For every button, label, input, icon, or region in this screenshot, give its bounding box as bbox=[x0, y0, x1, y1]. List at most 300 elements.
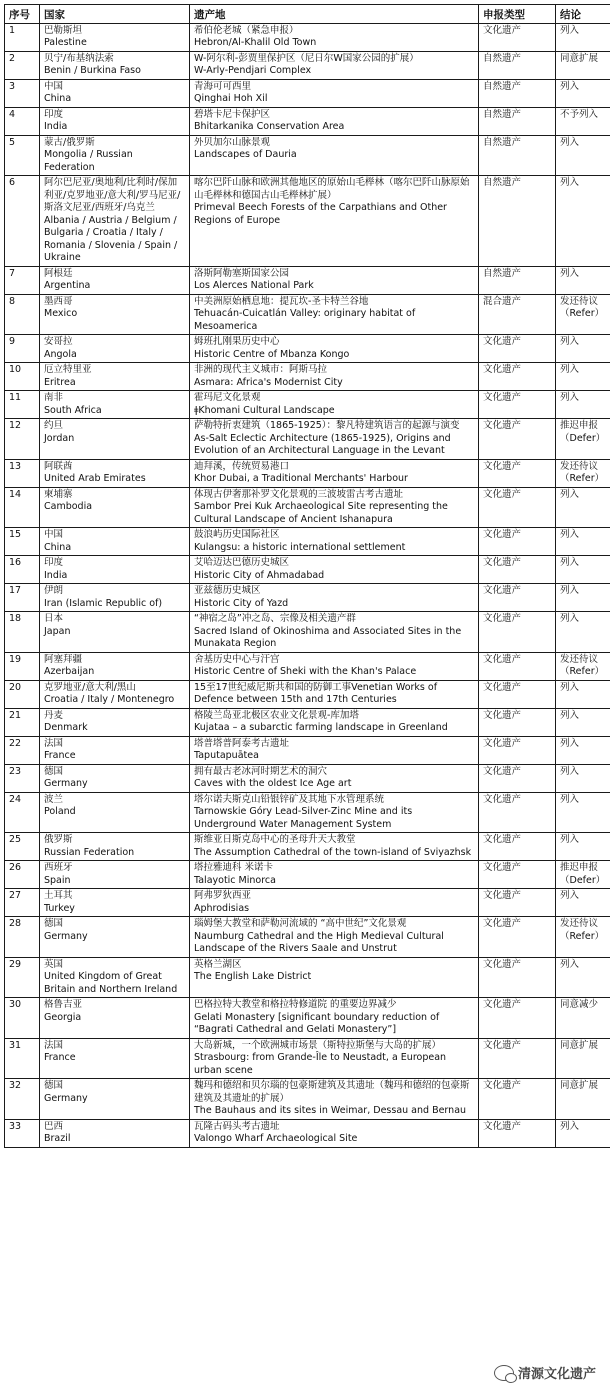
row-number: 16 bbox=[9, 557, 22, 568]
cell-country bbox=[40, 1079, 190, 1120]
cell-country bbox=[40, 833, 190, 861]
country-name-en: Mongolia / Russian Federation bbox=[44, 149, 133, 173]
site-name-en: Tarnowskie Góry Lead-Silver-Zinc Mine and its Underground Water Management System bbox=[194, 806, 413, 830]
result-status: 列入 bbox=[560, 1120, 580, 1132]
table-row bbox=[5, 51, 610, 79]
cell-site bbox=[190, 51, 479, 79]
row-number: 28 bbox=[9, 918, 22, 929]
site-name-zh: 阿弗罗狄西亚 bbox=[194, 890, 252, 901]
cell-country bbox=[40, 612, 190, 653]
row-number: 9 bbox=[9, 336, 16, 347]
result-status: 列入 bbox=[560, 336, 580, 347]
cell-type bbox=[479, 998, 556, 1039]
cell-result bbox=[556, 957, 610, 998]
cell-type bbox=[479, 176, 556, 267]
site-name-zh: 碧塔卡尼卡保护区 bbox=[194, 108, 271, 120]
cell-result bbox=[556, 1038, 610, 1079]
result-status: 列入 bbox=[560, 136, 580, 148]
row-number: 13 bbox=[9, 460, 22, 472]
cell-site bbox=[190, 584, 479, 612]
heritage-type: 自然遗产 bbox=[483, 52, 522, 64]
heritage-type: 文化遗产 bbox=[483, 460, 522, 472]
heritage-type: 文化遗产 bbox=[483, 999, 522, 1010]
table-row bbox=[5, 1038, 610, 1079]
site-name-zh: 喀尔巴阡山脉和欧洲其他地区的原始山毛榉林（喀尔巴阡山脉原始山毛榉林和德国古山毛榉林扩展） bbox=[194, 177, 470, 201]
result-status: 列入 bbox=[560, 834, 580, 845]
cell-no bbox=[5, 764, 40, 792]
cell-country bbox=[40, 176, 190, 267]
result-status: 列入 bbox=[560, 557, 580, 568]
country-name-zh: 印度 bbox=[44, 557, 64, 568]
heritage-type: 自然遗产 bbox=[483, 80, 522, 92]
country-name-en: Japan bbox=[44, 625, 71, 637]
cell-no bbox=[5, 556, 40, 584]
cell-no bbox=[5, 294, 40, 335]
cell-country bbox=[40, 736, 190, 764]
site-name-en: The English Lake District bbox=[194, 971, 312, 982]
heritage-type: 文化遗产 bbox=[483, 420, 522, 431]
country-name-zh: 蒙古/俄罗斯 bbox=[44, 136, 95, 148]
cell-no bbox=[5, 736, 40, 764]
row-number: 8 bbox=[9, 295, 16, 307]
site-name-en: W-Arly-Pendjari Complex bbox=[194, 65, 312, 76]
country-name-en: Angola bbox=[44, 348, 77, 360]
country-name-en: Denmark bbox=[44, 722, 88, 733]
result-status: 列入 bbox=[560, 488, 580, 500]
cell-result bbox=[556, 23, 610, 51]
cell-no bbox=[5, 107, 40, 135]
cell-no bbox=[5, 957, 40, 998]
site-name-en: Hebron/Al-Khalil Old Town bbox=[194, 37, 317, 48]
country-name-en: South Africa bbox=[44, 404, 102, 416]
cell-country bbox=[40, 107, 190, 135]
cell-site bbox=[190, 107, 479, 135]
cell-country bbox=[40, 335, 190, 363]
heritage-type: 文化遗产 bbox=[483, 1080, 522, 1091]
cell-type bbox=[479, 107, 556, 135]
country-name-en: France bbox=[44, 1052, 76, 1063]
table-row bbox=[5, 1079, 610, 1120]
cell-no bbox=[5, 833, 40, 861]
cell-no bbox=[5, 861, 40, 889]
cell-no bbox=[5, 792, 40, 833]
cell-result bbox=[556, 1079, 610, 1120]
country-name-en: Argentina bbox=[44, 280, 91, 291]
site-name-en: Strasbourg: from Grande-Île to Neustadt, a European urban scene bbox=[194, 1052, 447, 1076]
heritage-type: 文化遗产 bbox=[483, 765, 522, 777]
table-row bbox=[5, 957, 610, 998]
cell-type bbox=[479, 736, 556, 764]
site-name-en: Historic City of Yazd bbox=[194, 597, 289, 609]
cell-type bbox=[479, 363, 556, 391]
cell-type bbox=[479, 556, 556, 584]
cell-site bbox=[190, 652, 479, 680]
cell-result bbox=[556, 419, 610, 460]
table-row bbox=[5, 736, 610, 764]
row-number: 21 bbox=[9, 709, 22, 721]
cell-type bbox=[479, 51, 556, 79]
cell-no bbox=[5, 708, 40, 736]
table-row bbox=[5, 363, 610, 391]
cell-site bbox=[190, 764, 479, 792]
cell-result bbox=[556, 135, 610, 176]
country-name-zh: 格鲁吉亚 bbox=[44, 999, 83, 1010]
cell-country bbox=[40, 391, 190, 419]
table-row bbox=[5, 612, 610, 653]
cell-site bbox=[190, 1079, 479, 1120]
row-number: 7 bbox=[9, 267, 16, 279]
country-name-en: Poland bbox=[44, 806, 76, 817]
table-header-row bbox=[5, 5, 610, 24]
row-number: 29 bbox=[9, 958, 22, 970]
result-status: 同意扩展 bbox=[560, 1080, 599, 1091]
heritage-type: 文化遗产 bbox=[483, 958, 522, 970]
site-name-zh: 瑙姆堡大教堂和萨勒河流域的 “高中世纪”文化景观 bbox=[194, 918, 407, 929]
site-name-zh: 迪拜溪，传统贸易港口 bbox=[194, 460, 290, 472]
cell-site bbox=[190, 363, 479, 391]
row-number: 3 bbox=[9, 80, 16, 92]
heritage-type: 混合遗产 bbox=[483, 295, 522, 307]
country-name-zh: 德国 bbox=[44, 918, 64, 929]
cell-country bbox=[40, 792, 190, 833]
result-status: 推迟申报 bbox=[560, 862, 599, 873]
cell-type bbox=[479, 584, 556, 612]
cell-site bbox=[190, 556, 479, 584]
cell-result bbox=[556, 998, 610, 1039]
heritage-type: 文化遗产 bbox=[483, 653, 522, 665]
cell-type bbox=[479, 487, 556, 528]
country-name-zh: 巴勒斯坦 bbox=[44, 24, 83, 36]
heritage-table bbox=[4, 4, 610, 1148]
site-name-en: Valongo Wharf Archaeological Site bbox=[194, 1133, 358, 1144]
site-name-zh: 外贝加尔山脉景观 bbox=[194, 136, 271, 148]
cell-type bbox=[479, 957, 556, 998]
cell-type bbox=[479, 792, 556, 833]
cell-country bbox=[40, 1038, 190, 1079]
cell-country bbox=[40, 459, 190, 487]
result-status: 列入 bbox=[560, 80, 580, 92]
cell-result bbox=[556, 736, 610, 764]
site-name-zh: 体现古伊奢那补罗文化景观的三波坡雷古考古遗址 bbox=[194, 488, 404, 500]
heritage-type: 自然遗产 bbox=[483, 177, 522, 188]
country-name-en: India bbox=[44, 569, 68, 581]
site-name-zh: 魏玛和德绍和贝尔瑙的包豪斯建筑及其遗址（魏玛和德绍的包豪斯建筑及其遗址的扩展） bbox=[194, 1080, 470, 1104]
row-number: 24 bbox=[9, 793, 22, 805]
cell-no bbox=[5, 363, 40, 391]
heritage-type: 自然遗产 bbox=[483, 267, 522, 279]
table-row bbox=[5, 708, 610, 736]
cell-country bbox=[40, 266, 190, 294]
cell-result bbox=[556, 335, 610, 363]
cell-country bbox=[40, 652, 190, 680]
header-no: 序号 bbox=[5, 5, 40, 24]
cell-type bbox=[479, 764, 556, 792]
site-name-en: Aphrodisias bbox=[194, 902, 250, 914]
site-name-en: Historic Centre of Sheki with the Khan's Palace bbox=[194, 666, 417, 677]
cell-no bbox=[5, 266, 40, 294]
row-number: 18 bbox=[9, 613, 22, 624]
cell-type bbox=[479, 135, 556, 176]
site-name-en: Landscapes of Dauria bbox=[194, 149, 297, 160]
heritage-type: 文化遗产 bbox=[483, 613, 522, 624]
cell-type bbox=[479, 680, 556, 708]
cell-type bbox=[479, 1119, 556, 1147]
table-row bbox=[5, 917, 610, 958]
country-name-zh: 约旦 bbox=[44, 420, 64, 431]
site-name-zh: 大岛新城，一个欧洲城市场景（斯特拉斯堡与大岛的扩展） bbox=[194, 1039, 442, 1051]
cell-site bbox=[190, 680, 479, 708]
heritage-type: 文化遗产 bbox=[483, 1039, 522, 1051]
cell-type bbox=[479, 889, 556, 917]
header-type: 申报类型 bbox=[479, 5, 556, 24]
country-name-en: China bbox=[44, 93, 72, 104]
cell-no bbox=[5, 528, 40, 556]
cell-no bbox=[5, 51, 40, 79]
cell-country bbox=[40, 708, 190, 736]
table-row bbox=[5, 419, 610, 460]
heritage-type: 文化遗产 bbox=[483, 392, 522, 403]
result-status: 不予列入 bbox=[560, 108, 599, 120]
cell-country bbox=[40, 79, 190, 107]
cell-no bbox=[5, 612, 40, 653]
site-name-zh: 斯维亚日斯克岛中心的圣母升天大教堂 bbox=[194, 834, 356, 845]
result-status: 列入 bbox=[560, 709, 580, 721]
result-status-en: （Refer） bbox=[560, 473, 605, 484]
cell-country bbox=[40, 998, 190, 1039]
table-row bbox=[5, 23, 610, 51]
cell-country bbox=[40, 294, 190, 335]
cell-site bbox=[190, 957, 479, 998]
cell-site bbox=[190, 459, 479, 487]
site-name-en: Los Alerces National Park bbox=[194, 280, 314, 291]
cell-type bbox=[479, 1079, 556, 1120]
country-name-zh: 丹麦 bbox=[44, 709, 64, 721]
cell-country bbox=[40, 135, 190, 176]
country-name-zh: 德国 bbox=[44, 765, 64, 777]
site-name-en: Bhitarkanika Conservation Area bbox=[194, 121, 345, 132]
cell-site bbox=[190, 833, 479, 861]
site-name-en: The Bauhaus and its sites in Weimar, Dessau and Bernau bbox=[194, 1105, 467, 1116]
heritage-type: 文化遗产 bbox=[483, 862, 522, 873]
country-name-en: Eritrea bbox=[44, 376, 76, 388]
cell-site bbox=[190, 135, 479, 176]
cell-type bbox=[479, 335, 556, 363]
cell-type bbox=[479, 23, 556, 51]
result-status: 列入 bbox=[560, 958, 580, 970]
site-name-en: Kulangsu: a historic international settlement bbox=[194, 541, 406, 553]
cell-no bbox=[5, 391, 40, 419]
result-status: 列入 bbox=[560, 24, 580, 36]
cell-site bbox=[190, 612, 479, 653]
table-row bbox=[5, 652, 610, 680]
heritage-type: 文化遗产 bbox=[483, 737, 522, 749]
heritage-type: 文化遗产 bbox=[483, 557, 522, 568]
cell-site bbox=[190, 294, 479, 335]
cell-result bbox=[556, 556, 610, 584]
result-status: 发还待议 bbox=[560, 918, 599, 929]
row-number: 11 bbox=[9, 392, 22, 403]
heritage-type: 文化遗产 bbox=[483, 488, 522, 500]
heritage-type: 自然遗产 bbox=[483, 108, 522, 120]
cell-no bbox=[5, 917, 40, 958]
country-name-en: Spain bbox=[44, 874, 71, 886]
site-name-zh: 塔尔诺夫斯克山铅银锌矿及其地下水管理系统 bbox=[194, 793, 385, 805]
country-name-zh: 中国 bbox=[44, 529, 64, 540]
site-name-zh: 英格兰湖区 bbox=[194, 958, 242, 970]
table-row bbox=[5, 764, 610, 792]
header-result: 结论 bbox=[556, 5, 610, 24]
country-name-en: China bbox=[44, 541, 72, 553]
row-number: 5 bbox=[9, 136, 16, 148]
row-number: 1 bbox=[9, 24, 16, 36]
site-name-en: Gelati Monastery [significant boundary reduction of “Bagrati Cathedral and Gelati Monastery”] bbox=[194, 1011, 440, 1035]
cell-type bbox=[479, 459, 556, 487]
site-name-zh: 鼓浪屿历史国际社区 bbox=[194, 529, 280, 540]
cell-country bbox=[40, 861, 190, 889]
site-name-zh: 非洲的现代主义城市：阿斯马拉 bbox=[194, 364, 328, 375]
site-name-zh: 15至17世纪威尼斯共和国的防御工事Venetian Works of Defence between 15th and 17th Centuries bbox=[194, 681, 438, 705]
country-name-en: Georgia bbox=[44, 1011, 82, 1023]
row-number: 22 bbox=[9, 737, 22, 749]
cell-type bbox=[479, 391, 556, 419]
cell-site bbox=[190, 419, 479, 460]
table-row bbox=[5, 528, 610, 556]
site-name-zh: 塔普塔普阿泰考古遗址 bbox=[194, 737, 290, 749]
country-name-zh: 德国 bbox=[44, 1080, 64, 1091]
country-name-en: Germany bbox=[44, 930, 88, 942]
site-name-en: The Assumption Cathedral of the town-island of Sviyazhsk bbox=[194, 846, 472, 858]
cell-no bbox=[5, 680, 40, 708]
site-name-zh: W-阿尔利-彭贾里保护区（尼日尔W国家公园的扩展） bbox=[194, 52, 419, 64]
country-name-en: United Kingdom of Great Britain and Northern Ireland bbox=[44, 971, 178, 995]
cell-country bbox=[40, 487, 190, 528]
country-name-en: India bbox=[44, 121, 68, 132]
header-site: 遗产地 bbox=[190, 5, 479, 24]
country-name-en: Palestine bbox=[44, 37, 87, 48]
row-number: 12 bbox=[9, 420, 22, 431]
country-name-zh: 西班牙 bbox=[44, 862, 73, 873]
site-name-zh: 拥有最古老冰河时期艺术的洞穴 bbox=[194, 765, 328, 777]
cell-site bbox=[190, 861, 479, 889]
row-number: 4 bbox=[9, 108, 16, 120]
heritage-type: 文化遗产 bbox=[483, 364, 522, 375]
cell-result bbox=[556, 487, 610, 528]
site-name-en: Asmara: Africa's Modernist City bbox=[194, 376, 343, 388]
country-name-zh: 墨西哥 bbox=[44, 295, 73, 307]
cell-country bbox=[40, 23, 190, 51]
country-name-en: Croatia / Italy / Montenegro bbox=[44, 694, 175, 705]
result-status: 列入 bbox=[560, 364, 580, 375]
cell-result bbox=[556, 51, 610, 79]
site-name-en: Historic City of Ahmadabad bbox=[194, 569, 325, 581]
row-number: 23 bbox=[9, 765, 22, 777]
row-number: 15 bbox=[9, 529, 22, 540]
country-name-zh: 厄立特里亚 bbox=[44, 364, 92, 375]
cell-country bbox=[40, 1119, 190, 1147]
country-name-en: Benin / Burkina Faso bbox=[44, 65, 141, 76]
cell-type bbox=[479, 419, 556, 460]
table-row bbox=[5, 487, 610, 528]
country-name-en: Iran (Islamic Republic of) bbox=[44, 597, 163, 609]
cell-result bbox=[556, 79, 610, 107]
cell-site bbox=[190, 917, 479, 958]
cell-country bbox=[40, 51, 190, 79]
cell-type bbox=[479, 833, 556, 861]
country-name-en: Turkey bbox=[44, 902, 75, 914]
site-name-en: Historic Centre of Mbanza Kongo bbox=[194, 348, 350, 360]
result-status-en: （Refer） bbox=[560, 308, 605, 319]
site-name-en: Taputapuātea bbox=[194, 750, 259, 761]
row-number: 30 bbox=[9, 999, 22, 1010]
cell-no bbox=[5, 135, 40, 176]
cell-country bbox=[40, 889, 190, 917]
site-name-zh: 巴格拉特大教堂和格拉特修道院 的重要边界减少 bbox=[194, 999, 397, 1010]
cell-site bbox=[190, 1119, 479, 1147]
heritage-type: 文化遗产 bbox=[483, 24, 522, 36]
cell-result bbox=[556, 889, 610, 917]
country-name-zh: 伊朗 bbox=[44, 585, 64, 596]
cell-type bbox=[479, 79, 556, 107]
cell-result bbox=[556, 528, 610, 556]
row-number: 25 bbox=[9, 834, 22, 845]
cell-type bbox=[479, 917, 556, 958]
watermark bbox=[494, 1363, 596, 1382]
cell-country bbox=[40, 556, 190, 584]
site-name-en: Talayotic Minorca bbox=[194, 874, 276, 886]
table-row bbox=[5, 176, 610, 267]
result-status-en: （Defer） bbox=[560, 874, 606, 886]
country-name-zh: 法国 bbox=[44, 737, 64, 749]
country-name-en: United Arab Emirates bbox=[44, 473, 146, 484]
country-name-zh: 安哥拉 bbox=[44, 336, 73, 347]
cell-result bbox=[556, 391, 610, 419]
site-name-en: Primeval Beech Forests of the Carpathians and Other Regions of Europe bbox=[194, 202, 447, 226]
heritage-type: 文化遗产 bbox=[483, 1120, 522, 1132]
country-name-zh: 贝宁/布基纳法索 bbox=[44, 52, 114, 64]
country-name-en: Cambodia bbox=[44, 501, 93, 512]
site-name-en: Sacred Island of Okinoshima and Associated Sites in the Munakata Region bbox=[194, 625, 462, 649]
cell-country bbox=[40, 957, 190, 998]
table-row bbox=[5, 391, 610, 419]
cell-result bbox=[556, 584, 610, 612]
header-country: 国家 bbox=[40, 5, 190, 24]
cell-site bbox=[190, 335, 479, 363]
cell-type bbox=[479, 708, 556, 736]
cell-site bbox=[190, 266, 479, 294]
cell-country bbox=[40, 680, 190, 708]
table-row bbox=[5, 680, 610, 708]
cell-country bbox=[40, 764, 190, 792]
cell-site bbox=[190, 79, 479, 107]
site-name-zh: 洛斯阿勒塞斯国家公园 bbox=[194, 267, 290, 279]
country-name-en: Azerbaijan bbox=[44, 666, 95, 677]
row-number: 27 bbox=[9, 890, 22, 901]
cell-site bbox=[190, 889, 479, 917]
site-name-en: Qinghai Hoh Xil bbox=[194, 93, 268, 104]
table-body bbox=[5, 23, 610, 1147]
row-number: 10 bbox=[9, 364, 22, 375]
site-name-zh: 中美洲原始栖息地：提瓦坎-圣卡特兰谷地 bbox=[194, 295, 369, 307]
wechat-icon bbox=[494, 1365, 514, 1381]
site-name-zh: 塔拉雅迪科 米诺卡 bbox=[194, 862, 274, 873]
table-row bbox=[5, 833, 610, 861]
cell-site bbox=[190, 1038, 479, 1079]
result-status: 列入 bbox=[560, 392, 580, 403]
table-row bbox=[5, 889, 610, 917]
site-name-zh: “神宿之岛”冲之岛、宗像及相关遗产群 bbox=[194, 613, 356, 624]
heritage-type: 文化遗产 bbox=[483, 585, 522, 596]
cell-site bbox=[190, 23, 479, 51]
